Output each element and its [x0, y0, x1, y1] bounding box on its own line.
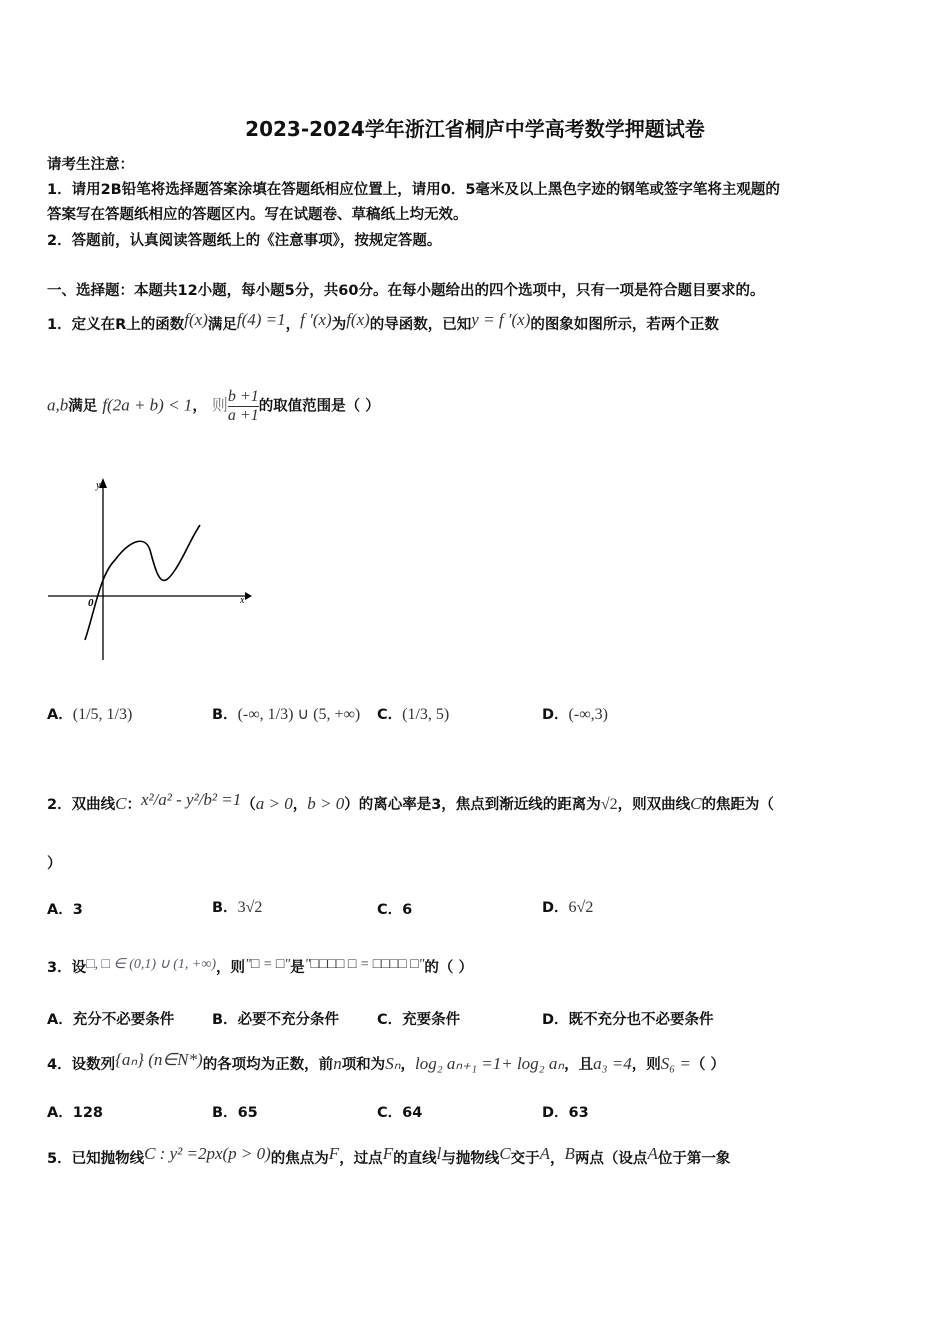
math: A [647, 1144, 658, 1163]
q4-option-a[interactable] [47, 1101, 103, 1122]
text: （ ） [690, 1057, 725, 1073]
value: 63 [568, 1105, 589, 1121]
x-arrow-icon [245, 592, 252, 600]
label: A． [47, 707, 73, 723]
denominator: a +1 [227, 407, 259, 424]
value: (-∞, 1/3) ∪ (5, +∞) [237, 706, 361, 723]
value: 既不充分也不必要条件 [568, 1012, 714, 1028]
text: 3．设 [47, 960, 87, 976]
notice-heading: 请考生注意： [47, 157, 134, 173]
q2-option-c[interactable] [377, 898, 412, 919]
fraction [228, 388, 259, 425]
value: 128 [72, 1105, 104, 1121]
text: ， [285, 317, 301, 333]
text: 1．定义在R上的函数 [47, 317, 185, 333]
q1-option-d[interactable] [542, 703, 608, 724]
math: f(x) [184, 310, 208, 329]
value: 充分不必要条件 [72, 1012, 175, 1028]
value: 65 [237, 1105, 258, 1121]
math: Sₙ [385, 1054, 401, 1073]
math: x²/a² - y²/b² =1 [140, 790, 242, 809]
math: □, □ ∈ (0,1) ∪ (1, +∞) [86, 957, 217, 972]
math: y = f ′(x) [471, 310, 531, 329]
q3-option-b[interactable] [212, 1008, 339, 1029]
math: C [690, 794, 702, 813]
text: 4．设数列 [47, 1057, 116, 1073]
value: 充要条件 [402, 1012, 461, 1028]
text: ， [192, 398, 207, 415]
q4-option-b[interactable] [212, 1101, 258, 1122]
text: 为 [331, 317, 347, 333]
math: F [328, 1144, 340, 1163]
text: ，则 [216, 960, 246, 976]
text: 与抛物线 [441, 1151, 500, 1167]
question-1-line2 [47, 388, 380, 425]
text: 2．双曲线 [47, 797, 116, 813]
text: 位于第一象 [657, 1151, 731, 1167]
question-2 [47, 790, 774, 814]
section-heading: 一、选择题：本题共12小题，每小题5分，共60分。在每小题给出的四个选项中，只有一项是符合题目要求的。 [47, 283, 765, 299]
math: "□ = □" [245, 957, 291, 972]
math: √2 [600, 796, 618, 813]
text: 的焦点为 [270, 1151, 329, 1167]
label: C． [377, 1012, 403, 1028]
math: {aₙ} (n∈N*) [115, 1050, 203, 1069]
label: A． [47, 902, 73, 918]
notice-item-1-cont: 答案写在答题纸相应的答题区内。写在试题卷、草稿纸上均无效。 [47, 207, 468, 223]
math: f ′(x) [300, 310, 332, 329]
value: 必要不充分条件 [237, 1012, 340, 1028]
math: F [382, 1144, 394, 1163]
value: 6√2 [568, 899, 594, 916]
text: 的焦距为（ [701, 797, 774, 813]
label: C． [377, 707, 403, 723]
question-4 [47, 1050, 725, 1074]
math: f(x) [346, 310, 370, 329]
value: 3 [72, 902, 83, 918]
q2-option-b[interactable] [212, 896, 262, 917]
label: C． [377, 902, 403, 918]
math: C [499, 1144, 511, 1163]
math: a > 0 [255, 794, 293, 813]
math: A [539, 1144, 551, 1163]
text: 的图象如图所示，若两个正数 [530, 317, 719, 333]
text: 的直线 [393, 1151, 437, 1167]
y-label: y [96, 480, 101, 491]
label: D． [542, 900, 569, 916]
text: ， [292, 797, 308, 813]
q3-option-d[interactable] [542, 1008, 714, 1029]
q3-option-a[interactable] [47, 1008, 174, 1029]
value: (-∞,3) [568, 706, 608, 723]
math: C : y² =2px(p > 0) [144, 1144, 271, 1163]
q4-option-c[interactable] [377, 1101, 422, 1122]
math: f(4) =1 [236, 310, 286, 329]
math: n [333, 1054, 342, 1073]
value: 64 [402, 1105, 423, 1121]
text: 项和为 [341, 1057, 386, 1073]
value: (1/3, 5) [402, 706, 450, 723]
math: a,b [47, 395, 69, 415]
question-3 [47, 956, 473, 977]
math: S₆ = [660, 1054, 691, 1073]
question-1-line1 [47, 310, 719, 334]
math: log₂ aₙ₊₁ =1+ log₂ aₙ [414, 1054, 565, 1073]
page-title: 2023-2024学年浙江省桐庐中学高考数学押题试卷 [245, 117, 705, 141]
numerator: b +1 [227, 388, 259, 405]
value: 3√2 [237, 899, 263, 916]
text: 的导函数，已知 [369, 317, 472, 333]
label: D． [542, 1105, 569, 1121]
text: 满足 [68, 398, 98, 415]
text: 是 [290, 960, 305, 976]
math: f(2a + b) < 1 [102, 395, 193, 415]
label: D． [542, 1012, 569, 1028]
notice-item-1: 1．请用2B铅笔将选择题答案涂填在答题纸相应位置上，请用0．5毫米及以上黑色字迹的钢笔或签字笔将主观题的 [47, 182, 780, 198]
q2-option-d[interactable] [542, 896, 593, 917]
question-5 [47, 1144, 730, 1168]
text: （ [241, 797, 256, 813]
text: 满足 [207, 317, 237, 333]
label: B． [212, 900, 238, 916]
text: 的取值范围是（ ） [258, 398, 380, 415]
text: ，则双曲线 [617, 797, 691, 813]
label: A． [47, 1012, 73, 1028]
q1-option-b[interactable] [212, 703, 360, 724]
label: A． [47, 1105, 73, 1121]
text: 的各项均为正数，前 [202, 1057, 334, 1073]
text: ， [550, 1151, 565, 1167]
q1-option-a[interactable] [47, 703, 132, 724]
text: ）的离心率是3，焦点到渐近线的距离为 [344, 797, 601, 813]
text: 的（ ） [424, 960, 473, 976]
math: a₃ =4 [593, 1054, 632, 1073]
math: "□□□□ □ = □□□□ □" [304, 957, 425, 972]
question-2-close: ） [47, 856, 62, 872]
derivative-graph [40, 470, 260, 670]
q1-option-c[interactable] [377, 703, 449, 724]
text: 两点（设点 [574, 1151, 648, 1167]
q2-option-a[interactable] [47, 898, 83, 919]
text: 则 [211, 397, 228, 415]
value: 6 [402, 902, 413, 918]
text: ，则 [631, 1057, 661, 1073]
label: B． [212, 1012, 238, 1028]
math: b > 0 [307, 794, 345, 813]
label: D． [542, 707, 569, 723]
text: 5．已知抛物线 [47, 1151, 145, 1167]
text: ： [126, 797, 141, 813]
text: ， [400, 1057, 415, 1073]
label: C． [377, 1105, 403, 1121]
label: B． [212, 1105, 238, 1121]
x-label: x [240, 595, 245, 606]
math: B [564, 1144, 575, 1163]
q3-option-c[interactable] [377, 1008, 460, 1029]
curve [85, 525, 200, 640]
label: B． [212, 707, 238, 723]
text: ，且 [564, 1057, 594, 1073]
q4-option-d[interactable] [542, 1101, 589, 1122]
notice-item-2: 2．答题前，认真阅读答题纸上的《注意事项》，按规定答题。 [47, 233, 442, 249]
math: C [115, 794, 127, 813]
text: ，过点 [339, 1151, 383, 1167]
origin-label: 0 [88, 597, 94, 609]
text: 交于 [510, 1151, 540, 1167]
value: (1/5, 1/3) [72, 706, 133, 723]
math: l [436, 1144, 442, 1163]
